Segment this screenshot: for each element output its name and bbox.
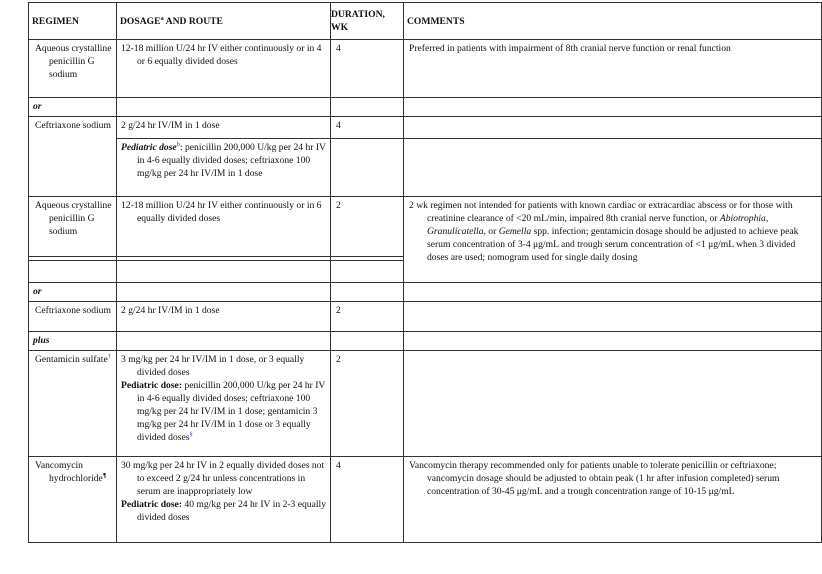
table-row [29,117,822,139]
pediatric-dose-text: 40 mg/kg per 24 hr IV in 2-3 equally divided doses [137,499,326,523]
pediatric-dose-cell [117,139,331,197]
dosage-cell [117,197,331,257]
dosage-cell [117,40,331,98]
duration-cell: 2 [331,351,404,457]
comments-cell: Preferred in patients with impairment of 8th cranial nerve function or renal function [404,40,822,98]
comments-text: Vancomycin therapy recommended only for patients unable to tolerate penicillin or ceftriaxone; vancomycin dosage should be adjusted to obtain peak (1 hr after infusion completed) serum concentration of 30-45 μg/mL and a trough concentration range of 10-15 μg/mL [409,460,780,497]
header-dosage-label: DOSAGE [120,15,161,27]
header-row [29,3,822,40]
footnote-ref: § [189,430,193,438]
header-regimen: REGIMEN [29,3,117,40]
dosage-text: 12-18 million U/24 hr IV either continuously or in 4 or 6 equally divided doses [121,43,322,67]
comments-text: or [485,226,499,237]
regimen-name: Aqueous crystalline penicillin G sodium [35,43,112,80]
connector-plus: plus [29,332,117,351]
duration-cell: 4 [331,117,404,139]
pediatric-dose-label: Pediatric dose: [121,380,183,391]
footnote-ref: ¶ [102,471,107,479]
dosage-text: 30 mg/kg per 24 hr IV in 2 equally divided doses not to exceed 2 g/24 hr unless concentrations in serum are inappropriately low [121,460,325,497]
comments-text: spp. infection; gentamicin dosage should be adjusted to achieve peak serum concentration of 3-4 μg/mL and trough serum concentration of <1 μg/mL when 3 divided doses are used; nomogram used for single daily dosing [427,226,799,263]
header-duration [331,3,404,40]
header-dosage-sup: a [160,14,164,22]
dosage-cell: 2 g/24 hr IV/IM in 1 dose [117,302,331,332]
regimen-name: Aqueous crystalline penicillin G sodium [35,200,112,237]
duration-cell: 2 [331,302,404,332]
comments-italic: Gemella [498,226,532,237]
regimen-cell [29,40,117,98]
connector-or: or [29,283,117,302]
regimen-cell [29,117,117,197]
regimen-cell [29,302,117,332]
table-row [29,40,822,98]
table-row [29,139,822,197]
table-row [29,197,822,257]
connector-row [29,283,822,302]
footnote-ref: † [107,352,111,360]
dosage-cell [117,457,331,543]
table-row [29,302,822,332]
connector-row [29,98,822,117]
regimen-name: Gentamicin sulfate [35,354,108,365]
table-row [29,351,822,457]
dosage-cell [117,351,331,457]
duration-cell: 4 [331,457,404,543]
comments-text: 2 wk regimen not intended for patients with known cardiac or extracardiac abscess or for those with creatinine clearance of <20 mL/min, impaired 8th cranial nerve function, or [409,200,793,224]
regimen-table [28,2,822,543]
duration-cell: 2 [331,197,404,257]
comments-italic: Abiotrophia, Granulicatella, [427,213,769,237]
pediatric-dose-label: Pediatric dose: [121,499,183,510]
dosage-text: 3 mg/kg per 24 hr IV/IM in 1 dose, or 3 equally divided doses [121,354,305,378]
dosage-cell: 2 g/24 hr IV/IM in 1 dose [117,117,331,139]
pediatric-dose-text: penicillin 200,000 U/kg per 24 hr IV in 4-6 equally divided doses; ceftriaxone 100 mg/kg per 24 hr IV/IM in 1 dose; gentamicin 3 mg/kg per 24 hr IV/IM in 1 dose or 3 equally divided doses [137,380,326,443]
comments-cell [404,457,822,543]
comments-cell [404,117,822,139]
duration-cell: 4 [331,40,404,98]
pediatric-dose-label: Pediatric dose [121,142,177,153]
header-comments: COMMENTS [404,3,822,40]
regimen-name: Vancomycin hydrochloride [35,460,103,484]
dosage-text: 12-18 million U/24 hr IV either continuously or in 6 equally divided doses [121,200,322,224]
regimen-cell [29,457,117,543]
connector-or: or [29,98,117,117]
header-dosage [117,3,331,40]
regimen-name: Ceftriaxone sodium [35,120,111,131]
regimen-name: Ceftriaxone sodium [35,305,111,316]
comments-cell [404,197,822,283]
header-dosage-rest: AND ROUTE [163,15,223,27]
regimen-cell [29,197,117,257]
header-duration-text: DURATION, WK [331,9,385,33]
regimen-cell [29,351,117,457]
footnote-ref: b [176,140,180,148]
pediatric-dose-text: : penicillin 200,000 U/kg per 24 hr IV in 4-6 equally divided doses; ceftriaxone 100 mg/kg per 24 hr IV/IM in 1 dose [137,142,326,179]
table-row [29,457,822,543]
connector-row [29,332,822,351]
